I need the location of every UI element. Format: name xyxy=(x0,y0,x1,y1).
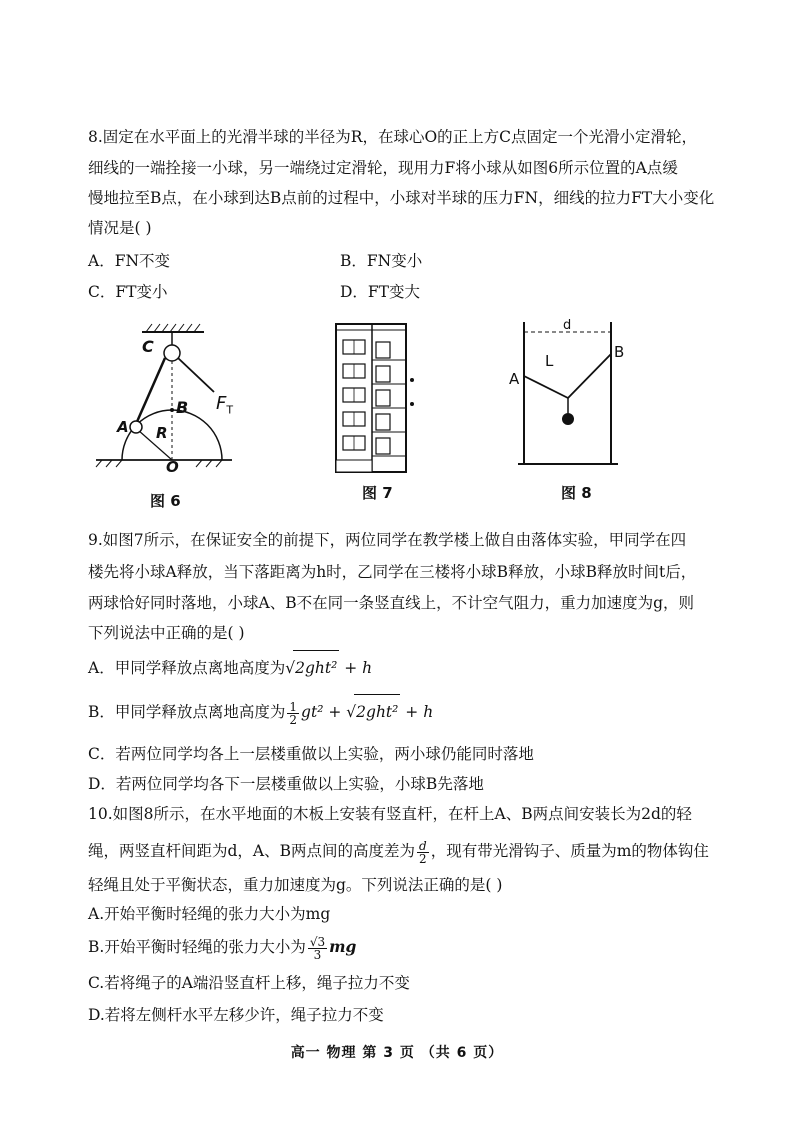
q9-line3: 两球恰好同时落地，小球A、B不在同一条竖直线上，不计空气阻力，重力加速度为g，则 xyxy=(88,594,695,612)
q9-option-b-text: B．甲同学释放点离地高度为 xyxy=(88,703,286,721)
q9-option-a: A．甲同学释放点离地高度为√2ght² + h xyxy=(88,650,372,685)
q9-line2: 楼先将小球A释放，当下落距离为h时，乙同学在三楼将小球B释放，小球B释放时间t后， xyxy=(88,563,697,581)
q8-option-d: D．FT变大 xyxy=(340,283,421,301)
fig8-label-l: L xyxy=(545,352,554,370)
fig8-label-a: A xyxy=(509,370,520,388)
q9-line4: 下列说法中正确的是( ) xyxy=(88,624,245,642)
q9-option-b-fraction xyxy=(287,701,299,726)
q10-frac-num: d xyxy=(419,838,427,853)
q8-line1: 8.固定在水平面上的光滑半球的半径为R，在球心O的正上方C点固定一个光滑小定滑轮， xyxy=(88,128,698,146)
q9-option-b: B．甲同学释放点离地高度为 $\frac{1}{2}$ gt² + √2ght² + h xyxy=(88,694,433,729)
q9-option-b-tail: + h xyxy=(400,703,434,721)
q10-option-a: A.开始平衡时轻绳的张力大小为mg xyxy=(88,905,331,923)
q8-option-c: C．FT变小 xyxy=(88,283,168,301)
q9-line1: 9.如图7所示，在保证安全的前提下，两位同学在教学楼上做自由落体实验，甲同学在四 xyxy=(88,531,687,549)
fig6-label-b: B xyxy=(176,398,189,417)
fig8-label-d: d xyxy=(563,318,572,333)
q10-line3: 轻绳且处于平衡状态，重力加速度为g。下列说法正确的是( ) xyxy=(88,876,503,894)
q10-option-b xyxy=(88,930,356,964)
fig6-label-o: O xyxy=(166,458,179,476)
q10-option-b-num: √3 xyxy=(309,934,326,949)
q9-option-c: C．若两位同学均各上一层楼重做以上实验，两小球仍能同时落地 xyxy=(88,745,534,763)
fig7-caption: 图 7 xyxy=(362,484,393,502)
q9-option-a-tail: + h xyxy=(339,659,373,677)
fig6-label-a: A xyxy=(117,418,129,436)
q8-option-a: A．FN不变 xyxy=(88,252,171,270)
q10-height-fraction xyxy=(417,840,429,865)
fig8-caption: 图 8 xyxy=(561,484,592,502)
q8-line4: 情况是( ) xyxy=(88,219,152,237)
q8-option-b: B．FN变小 xyxy=(340,252,423,270)
q10-option-b-fraction xyxy=(308,936,327,961)
q10-line2 xyxy=(88,834,709,868)
q10-line2-pre: 绳，两竖直杆间距为d，A、B两点间的高度差为 xyxy=(88,842,416,860)
q10-option-b-pre: B.开始平衡时轻绳的张力大小为 xyxy=(88,938,306,956)
q8-line2: 细线的一端拴接一小球，另一端绕过定滑轮，现用力F将小球从如图6所示位置的A点缓 xyxy=(88,159,678,177)
page-footer: 高一 物理 第 3 页 （共 6 页） xyxy=(290,1045,504,1061)
q8-line3: 慢地拉至B点，在小球到达B点前的过程中，小球对半球的压力FN，细线的拉力FT大小变化 xyxy=(88,189,715,207)
q9-option-b-den: 2 xyxy=(289,712,298,727)
q9-option-a-text: A．甲同学释放点离地高度为 xyxy=(88,659,286,677)
q10-frac-den: 2 xyxy=(419,851,427,866)
q9-option-a-radicand: 2ght² xyxy=(293,650,339,685)
q10-line1: 10.如图8所示，在水平地面的木板上安装有竖直杆，在杆上A、B两点间安装长为2d的轻 xyxy=(88,805,692,823)
fig6-label-c: C xyxy=(142,337,154,356)
fig6-caption: 图 6 xyxy=(150,492,181,510)
fig6-label-r: R xyxy=(156,424,168,442)
fig8-label-b: B xyxy=(614,343,625,361)
q10-option-b-den: 3 xyxy=(313,947,322,962)
q10-option-c: C.若将绳子的A端沿竖直杆上移，绳子拉力不变 xyxy=(88,974,410,992)
q10-option-d: D.若将左侧杆水平左移少许，绳子拉力不变 xyxy=(88,1006,384,1024)
q10-option-b-post: mg xyxy=(329,937,357,956)
fig6-label-f-sub: T xyxy=(226,403,234,417)
fig6-label-f: $F_T$ xyxy=(216,393,234,417)
figure-7-building xyxy=(332,322,417,474)
figure-8-rope-rods xyxy=(508,318,628,468)
q9-option-b-mid: gt² + xyxy=(301,703,347,721)
q9-option-b-radicand: 2ght² xyxy=(354,694,400,729)
q9-option-b-num: 1 xyxy=(289,699,298,714)
q10-line2-post: ，现有带光滑钩子、质量为m的物体钩住 xyxy=(430,842,709,860)
q9-option-d: D．若两位同学均各下一层楼重做以上实验，小球B先落地 xyxy=(88,775,484,793)
